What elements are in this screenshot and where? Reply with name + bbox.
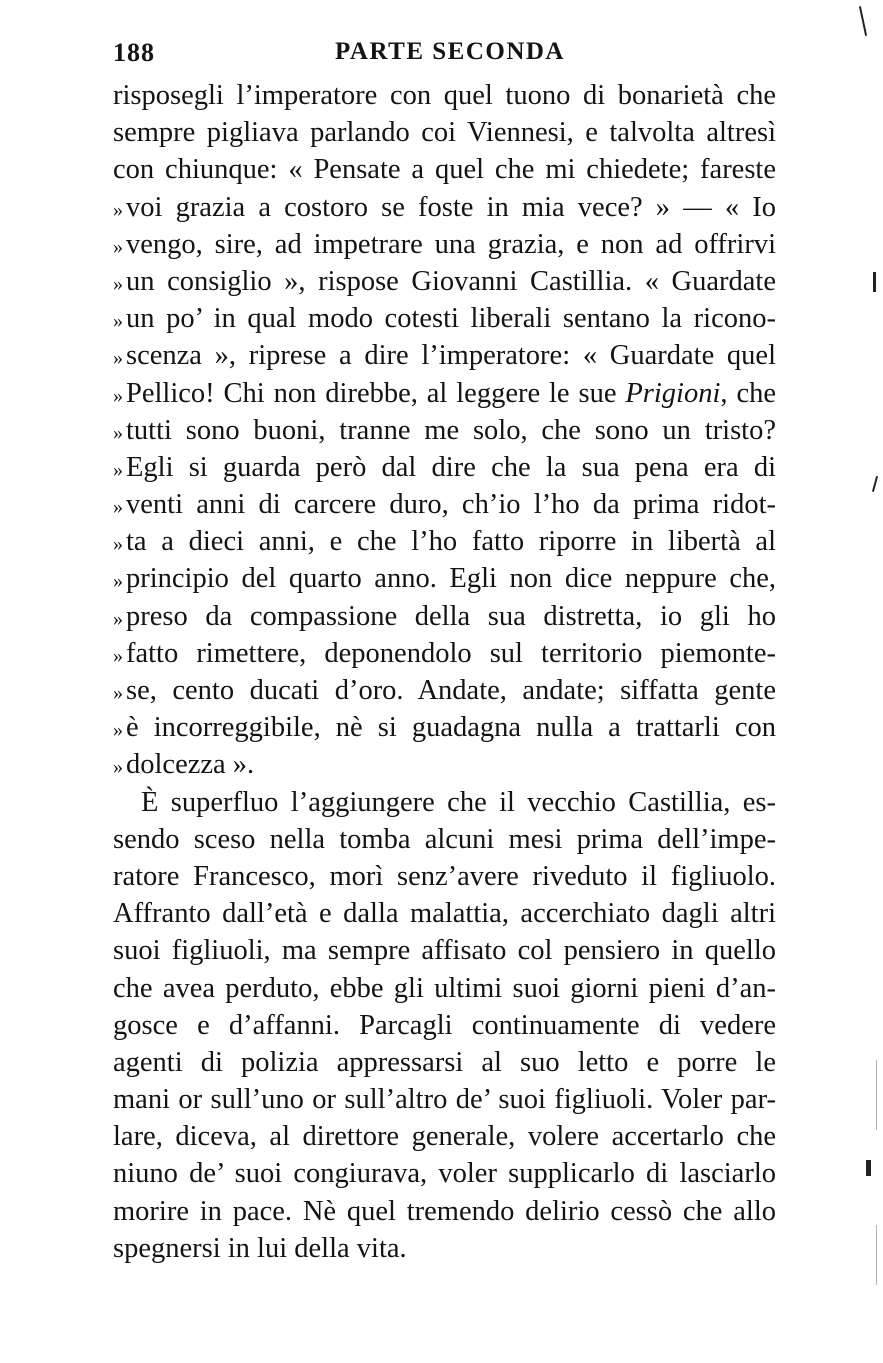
text-line: » scenza », riprese a dire l’imperatore: « Guardate quel <box>113 340 776 372</box>
text-line: con chiunque: « Pensate a quel che mi chiedete; fareste <box>113 154 776 186</box>
scan-mark <box>876 1225 877 1285</box>
text-line: sendo sceso nella tomba alcuni mesi prima dell’impe- <box>113 823 776 855</box>
text-line: agenti di polizia appressarsi al suo letto e porre le <box>113 1046 776 1078</box>
book-title-prigioni: Prigioni <box>625 377 721 409</box>
body-text <box>113 77 776 1267</box>
running-title: PARTE SECONDA <box>335 38 565 65</box>
quote-mark: » <box>113 235 122 258</box>
text-line: morire in pace. Nè quel tremendo delirio cessò che allo <box>113 1195 776 1227</box>
text-line: » preso da compassione della sua distretta, io gli ho <box>113 600 776 632</box>
scan-mark <box>873 272 876 292</box>
text-line: » voi grazia a costoro se foste in mia vece? » — « Io <box>113 191 776 223</box>
scan-mark <box>876 1060 877 1130</box>
paragraph-dialogue <box>113 77 776 784</box>
scan-mark <box>866 1160 871 1176</box>
text-line: mani or sull’uno or sull’altro de’ suoi figliuoli. Voler par- <box>113 1084 776 1116</box>
quote-mark: » <box>113 570 122 593</box>
text-line: sempre pigliava parlando coi Viennesi, e talvolta altresì <box>113 117 776 149</box>
text-line: » un po’ in qual modo cotesti liberali sentano la ricono- <box>113 303 776 335</box>
text-line: niuno de’ suoi congiurava, voler supplicarlo di lasciarlo <box>113 1158 776 1190</box>
paragraph-narrative <box>113 784 776 1267</box>
text-line: È superfluo l’aggiungere che il vecchio Castillia, es- <box>141 786 776 818</box>
quote-mark: » <box>113 272 122 295</box>
text-line: » vengo, sire, ad impetrare una grazia, e non ad offrirvi <box>113 228 776 260</box>
quote-mark: » <box>113 198 122 221</box>
text-line: » fatto rimettere, deponendolo sul territorio piemonte- <box>113 637 776 669</box>
text-line: spegnersi in lui della vita. <box>113 1232 407 1264</box>
text-line: che avea perduto, ebbe gli ultimi suoi giorni pieni d’an- <box>113 972 776 1004</box>
quote-mark: » <box>113 607 122 630</box>
quote-mark: » <box>113 719 122 742</box>
text-line: » è incorreggibile, nè si guadagna nulla a trattarli con <box>113 712 776 744</box>
quote-mark: » <box>113 644 122 667</box>
quote-mark: » <box>113 384 122 407</box>
page-number: 188 <box>113 38 155 67</box>
text-line: Affranto dall’età e dalla malattia, accerchiato dagli altri <box>113 898 776 930</box>
quote-mark: » <box>113 421 122 444</box>
text-line: risposegli l’imperatore con quel tuono di bonarietà che <box>113 80 776 111</box>
quote-mark: » <box>113 682 122 704</box>
text-line: gosce e d’affanni. Parcagli continuamente di vedere <box>113 1009 776 1041</box>
quote-mark: » <box>113 533 122 556</box>
text-line: suoi figliuoli, ma sempre affisato col pensiero in quello <box>113 935 776 967</box>
running-head <box>113 38 776 70</box>
scan-mark <box>872 476 878 492</box>
text-line: lare, diceva, al direttore generale, volere accertarlo che <box>113 1121 776 1153</box>
text-line: » Pellico! Chi non direbbe, al leggere le sue Prigioni, che <box>113 377 776 409</box>
text-line: » venti anni di carcere duro, ch’io l’ho da prima ridot- <box>113 489 776 521</box>
quote-mark: » <box>113 756 122 779</box>
text-line: » ta a dieci anni, e che l’ho fatto riporre in libertà al <box>113 526 776 558</box>
quote-mark: » <box>113 496 122 519</box>
text-line: » dolcezza ». <box>113 749 255 781</box>
quote-mark: » <box>113 347 122 370</box>
text-line: » un consiglio », rispose Giovanni Castillia. « Guardate <box>113 265 776 297</box>
text-line: » principio del quarto anno. Egli non dice neppure che, <box>113 563 776 595</box>
scan-mark <box>859 6 867 36</box>
text-line: ratore Francesco, morì senz’avere riveduto il figliuolo. <box>113 860 776 892</box>
text-line: » Egli si guarda però dal dire che la sua pena era di <box>113 451 776 483</box>
text-line: » se, cento ducati d’oro. Andate, andate; siffatta gente <box>113 675 776 706</box>
quote-mark: » <box>113 310 122 333</box>
quote-mark: » <box>113 458 122 481</box>
text-line: » tutti sono buoni, tranne me solo, che sono un tristo? <box>113 414 776 446</box>
